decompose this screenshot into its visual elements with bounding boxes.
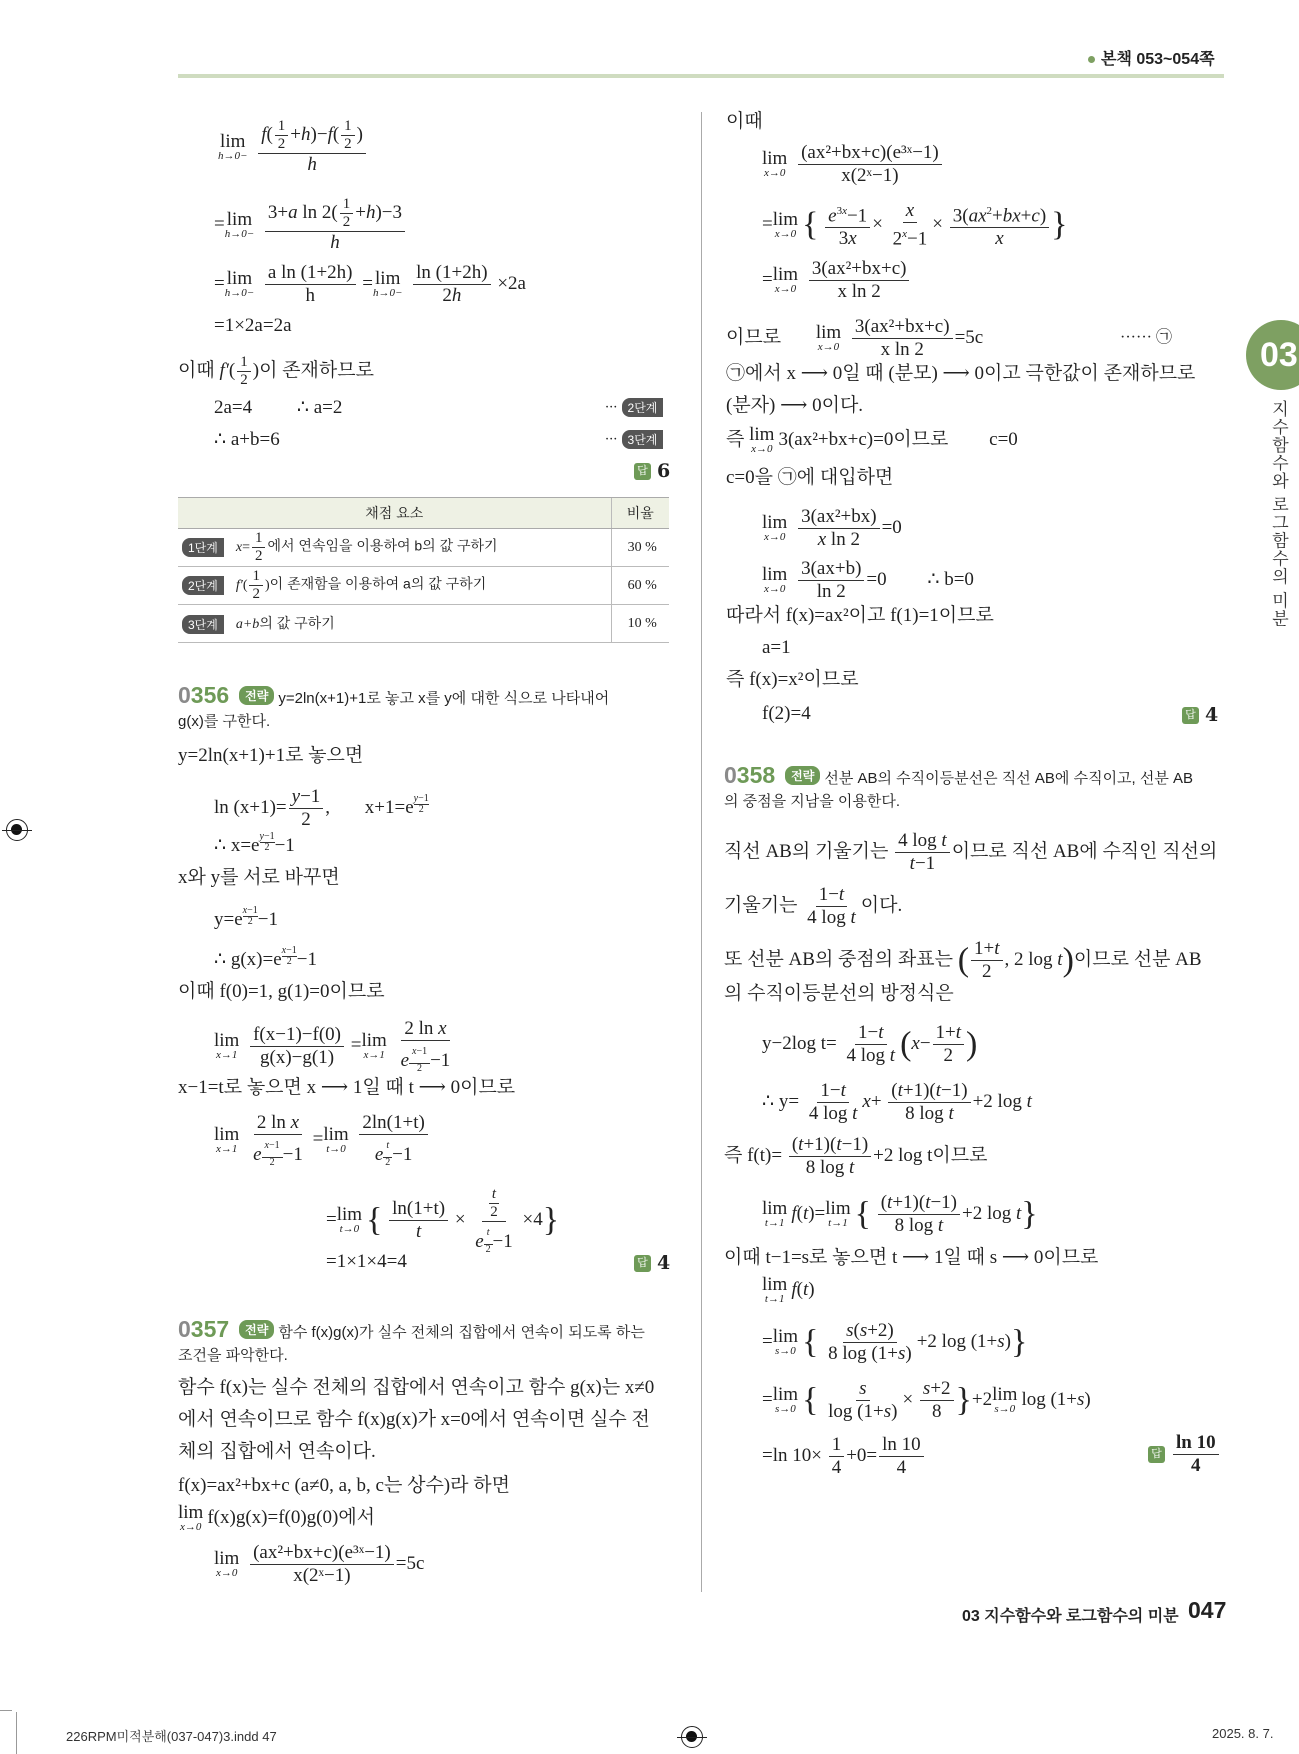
solution-line: lim h→0− f( $\frac{1}{2}$ +h)−f( $\frac{1}{2}$ ) h: [218, 118, 368, 176]
problem-heading-0356: 0356 전략 y=2ln(x+1)+1로 놓고 x를 y에 대한 식으로 나타내어: [178, 682, 610, 708]
solution-line: a=1: [762, 637, 791, 658]
table-row: 2단계 f′( $\frac{1}{2}$ )이 존재함을 이용하여 a의 값 구하기 60 %: [178, 567, 669, 605]
solution-line: f(2)=4: [762, 703, 811, 724]
step-tag: 2단계: [622, 398, 664, 417]
solution-line: ㉠에서 x ⟶ 0일 때 (분모) ⟶ 0이고 극한값이 존재하므로: [726, 363, 1196, 384]
solution-line: 이때 f(0)=1, g(1)=0이므로: [178, 981, 385, 1002]
solution-line: y−2log t= $\frac{1-t}{\text{4 log t}}$ (x− $\frac{1+t}{2}$ ): [762, 1022, 978, 1066]
answer-badge-icon: 답: [634, 1255, 651, 1272]
problem-heading-0358: 0358 전략 선분 AB의 수직이등분선은 직선 AB에 수직이고, 선분 AB: [724, 762, 1194, 788]
solution-line: 의 수직이등분선의 방정식은: [724, 983, 954, 1004]
answer-badge-icon: 답: [1182, 707, 1199, 724]
problem-number: 0357: [178, 1316, 230, 1342]
problem-number: 0356: [178, 682, 230, 708]
table-header: 채점 요소: [178, 498, 611, 529]
solution-line: 즉 lim x→0 3(ax²+bx+c)=0이므로 c=0: [726, 424, 1018, 455]
strategy-text: 조건을 파악한다.: [178, 1347, 288, 1364]
strategy-badge: 전략: [239, 1320, 274, 1339]
slug-filename: 226RPM미적분해(037-047)3.indd 47: [66, 1729, 277, 1744]
solution-line: lim x→0 f(x)g(x)=f(0)g(0)에서: [178, 1502, 376, 1533]
solution-line: 이때: [726, 111, 763, 132]
solution-line: y=e $\frac{x-1}{2}$ −1: [214, 905, 278, 930]
book-reference: 본책 053~054쪽: [1088, 46, 1215, 69]
solution-line: = lim x→0 { $\frac{e^{3x}-1}{3x}$ × $\frac{x}{2^x-1}$ × $\frac{3(ax^2+bx+c)}{x}$ }: [762, 200, 1068, 250]
solution-line: c=0을 ㉠에 대입하면: [726, 467, 894, 488]
solution-line: ∴ x=e $\frac{y-1}{2}$ −1: [214, 831, 295, 856]
solution-line: lim x→0 $\frac{\text{(ax²+bx+c)(e³ˣ−1)}}{\text{x(2ˣ−1)}}$: [762, 142, 944, 187]
solution-line: ∴ g(x)=e $\frac{x-1}{2}$ −1: [214, 945, 317, 970]
solution-line: = lim s→0 { $\frac{s(s+2)}{8 \log (1+s)}$ +2 log (1+s)}: [762, 1320, 1028, 1364]
grading-table: [178, 497, 669, 643]
footer-chapter: 03 지수함수와 로그함수의 미분: [962, 1608, 1179, 1625]
solution-line: ∴ y= $\frac{1-t}{\text{4 log t}}$ x+ $\frac{(t+1)(t-1)}{\text{8 log t}}$ +2 log t: [762, 1080, 1032, 1124]
registration-mark-icon: [681, 1726, 703, 1748]
solution-line: 이때 t−1=s로 놓으면 t ⟶ 1일 때 s ⟶ 0이므로: [724, 1247, 1099, 1268]
solution-line: (분자) ⟶ 0이다.: [726, 395, 864, 416]
header-rule: [178, 74, 1224, 78]
solution-line: 함수 f(x)는 실수 전체의 집합에서 연속이고 함수 g(x)는 x≠0: [178, 1377, 655, 1398]
solution-line: 직선 AB의 기울기는 $\frac{\text{4 log t}}{t-1}$ 이므로 직선 AB에 수직인 직선의: [724, 830, 1218, 874]
solution-line: ∴ a+b=6: [214, 429, 280, 450]
strategy-text: g(x)를 구한다.: [178, 713, 271, 730]
step-tag: 3단계: [622, 430, 664, 449]
slug-date: 2025. 8. 7.: [1212, 1726, 1274, 1741]
answer-badge-icon: 답: [634, 463, 651, 480]
solution-line: 체의 집합에서 연속이다.: [178, 1441, 376, 1462]
solution-line: y=2ln(x+1)+1로 놓으면: [178, 745, 364, 766]
solution-line: x와 y를 서로 바꾸면: [178, 867, 340, 888]
solution-line: 따라서 f(x)=ax²이고 f(1)=1이므로: [726, 605, 994, 626]
table-row: 3단계 a+b의 값 구하기 10 %: [178, 605, 669, 643]
solution-line: 또 선분 AB의 중점의 좌표는 ( $\frac{1+t}{2}$ , 2 log t)이므로 선분 AB: [724, 938, 1202, 982]
solution-line: = lim x→0 $\frac{\text{3(ax²+bx+c)}}{\text{x ln 2}}$: [762, 258, 911, 303]
table-header: 비율: [611, 498, 669, 529]
answer: 답 4: [1182, 704, 1218, 726]
crop-mark: [0, 1710, 12, 1711]
solution-line: 즉 f(t)= $\frac{(t+1)(t-1)}{\text{8 log t}}$ +2 log t이므로: [724, 1134, 988, 1178]
solution-line: lim x→1 2 ln x e $\frac{x-1}{2}$ −1 = lim t→0 2ln(1+t) e $\frac{t}{2}$ −1: [214, 1112, 430, 1168]
solution-line: 에서 연속이므로 함수 f(x)g(x)가 x=0에서 연속이면 실수 전: [178, 1409, 650, 1430]
solution-line: 기울기는 $\frac{1-t}{\text{4 log t}}$ 이다.: [724, 884, 903, 928]
answer: 답 6: [634, 460, 670, 482]
solution-line: lim x→1 $\frac{f(x-1)-f(0)}{g(x)-g(1)}$ = lim x→1 2 ln x e $\frac{x-1}{2}$ −1: [214, 1018, 451, 1074]
solution-line: lim x→0 $\frac{\text{(ax²+bx+c)(e³ˣ−1)}}{\text{x(2ˣ−1)}}$ =5c: [214, 1542, 425, 1586]
problem-number: 0358: [724, 762, 776, 788]
solution-line: =ln 10× $\frac{1}{4}$ +0= $\frac{\ln 10}{4}$: [762, 1434, 926, 1479]
chapter-tab-badge: 03: [1246, 320, 1299, 390]
crop-mark: [16, 1712, 17, 1754]
answer: 답 4: [634, 1252, 670, 1274]
problem-heading-0357: 0357 전략 함수 f(x)g(x)가 실수 전체의 집합에서 연속이 되도록 하는: [178, 1316, 645, 1342]
solution-line: lim t→1 f(t): [762, 1274, 815, 1305]
equation-marker: ······ ㉠: [1120, 329, 1172, 346]
table-row: 1단계 x= $\frac{1}{2}$ 에서 연속임을 이용하여 b의 값 구하기 30 %: [178, 529, 669, 567]
solution-line: lim x→0 $\frac{\text{3(ax²+bx)}}{\text{x ln 2}}$ =0: [762, 506, 902, 550]
solution-line: f(x)=ax²+bx+c (a≠0, a, b, c는 상수)라 하면: [178, 1475, 510, 1496]
column-divider: [701, 112, 702, 1592]
page-number: 047: [1188, 1597, 1227, 1623]
strategy-badge: 전략: [785, 766, 820, 785]
solution-line: = lim h→0− 3+a ln 2( $\frac{1}{2}$ +h)−3 h: [214, 196, 407, 254]
solution-line: 즉 f(x)=x²이므로: [726, 669, 859, 690]
answer: 답 $\frac{\ln 10}{4}$: [1148, 1432, 1221, 1477]
step-marker: ··· 3단계: [605, 430, 663, 449]
solution-line: 이때 f′( $\frac{1}{2}$ )이 존재하므로: [178, 354, 374, 388]
solution-line: ln (x+1)= $\frac{y-1}{2}$ , x+1=e $\frac{y-1}{2}$: [214, 786, 429, 830]
strategy-text: 의 중점을 지남을 이용한다.: [724, 793, 901, 810]
registration-mark-icon: [6, 819, 28, 841]
solution-line: = lim h→0− $\frac{\text{a ln (1+2h)}}{h}$ = lim h→0− $\frac{\ln (1+2h)}{2h}$ ×2a: [214, 262, 526, 306]
solution-line: =1×1×4=4: [326, 1251, 407, 1272]
step-marker: ··· 2단계: [605, 398, 663, 417]
solution-line: = lim t→0 { $\frac{\ln(1+t)}{t}$ × $\frac{t}{2}$ e $\frac{t}{2}$ −1 ×4}: [326, 1186, 560, 1255]
solution-line: 2a=4 ∴ a=2: [214, 397, 343, 418]
answer-badge-icon: 답: [1148, 1446, 1165, 1463]
solution-line: lim t→1 f(t)= lim t→1 { $\frac{(t+1)(t-1)}{\text{8 log t}}$ +2 log t}: [762, 1192, 1038, 1236]
solution-line: x−1=t로 놓으면 x ⟶ 1일 때 t ⟶ 0이므로: [178, 1077, 516, 1098]
solution-line: lim x→0 $\frac{3(ax+b)}{\ln 2}$ =0 ∴ b=0: [762, 558, 974, 602]
solution-line: = lim s→0 { $\frac{s}{\log (1+s)}$ × $\frac{s+2}{8}$ }+2 lim s→0 log (1+s): [762, 1378, 1091, 1422]
solution-line: =1×2a=2a: [214, 315, 292, 336]
solution-line: 이므로 lim x→0 $\frac{\text{3(ax²+bx+c)}}{\text{x ln 2}}$ =5c: [726, 316, 984, 360]
strategy-badge: 전략: [239, 686, 274, 705]
bullet-dot-icon: [1088, 56, 1095, 63]
chapter-tab-title: 지수함수와 로그함수의 미분: [1269, 400, 1288, 628]
